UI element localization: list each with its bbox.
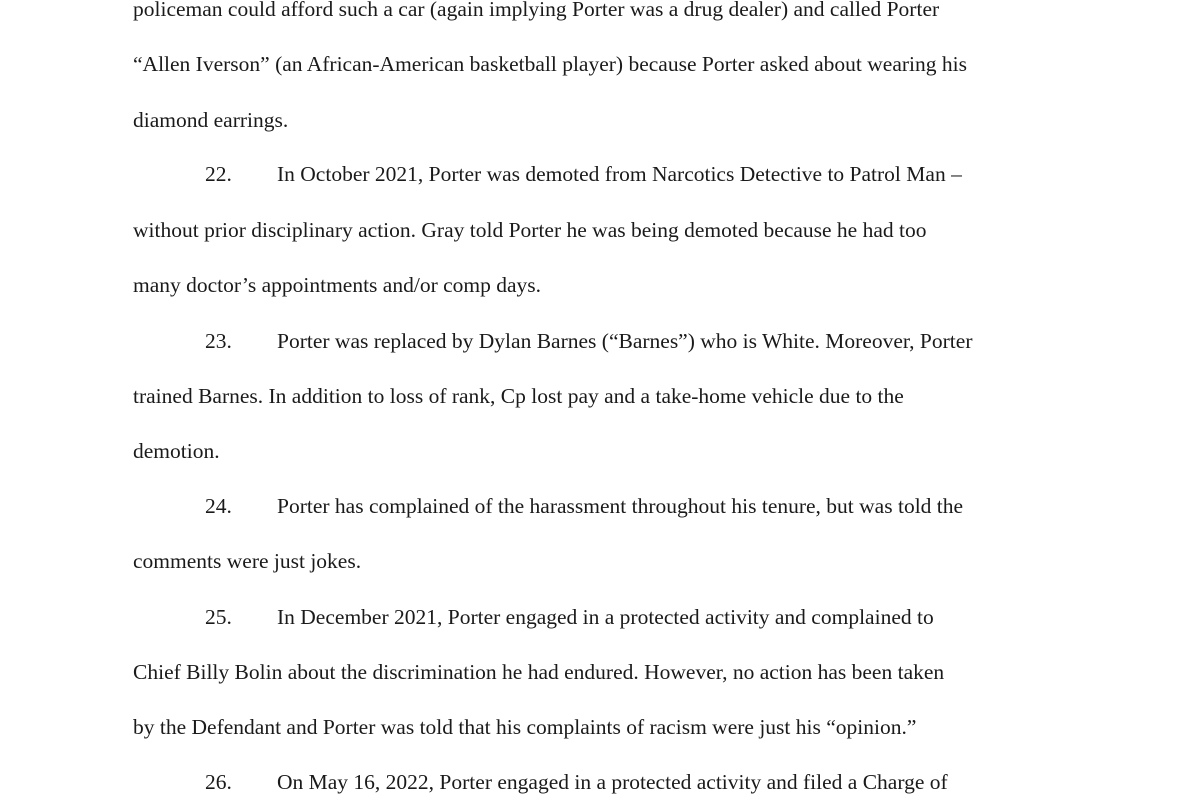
text-line: diamond earrings. bbox=[133, 108, 289, 132]
text-line: trained Barnes. In addition to loss of rank, Cp lost pay and a take-home vehicle due to the bbox=[133, 384, 904, 408]
text-line: by the Defendant and Porter was told that his complaints of racism were just his “opinion.” bbox=[133, 715, 917, 739]
text-line: without prior disciplinary action. Gray told Porter he was being demoted because he had too bbox=[133, 218, 927, 242]
paragraph-number: 24. bbox=[205, 494, 232, 518]
paragraph-first-line bbox=[205, 769, 948, 795]
paragraph-text: Porter was replaced by Dylan Barnes (“Barnes”) who is White. Moreover, Porter bbox=[277, 329, 973, 353]
text-line: “Allen Iverson” (an African-American basketball player) because Porter asked about wearing his bbox=[133, 52, 967, 76]
paragraph-first-line bbox=[205, 161, 962, 187]
text-line: demotion. bbox=[133, 439, 220, 463]
paragraph-number: 26. bbox=[205, 770, 232, 794]
paragraph-number: 22. bbox=[205, 162, 232, 186]
paragraph-text: Porter has complained of the harassment throughout his tenure, but was told the bbox=[277, 494, 964, 518]
paragraph-first-line bbox=[205, 604, 934, 630]
paragraph-first-line bbox=[205, 493, 963, 519]
text-line: comments were just jokes. bbox=[133, 549, 362, 573]
text-line: Chief Billy Bolin about the discrimination he had endured. However, no action has been taken bbox=[133, 660, 945, 684]
paragraph-first-line bbox=[205, 328, 972, 354]
paragraph-number: 25. bbox=[205, 605, 232, 629]
paragraph-text: In December 2021, Porter engaged in a protected activity and complained to bbox=[277, 605, 934, 629]
paragraph-text: In October 2021, Porter was demoted from Narcotics Detective to Patrol Man – bbox=[277, 162, 962, 186]
paragraph-number: 23. bbox=[205, 329, 232, 353]
text-line: many doctor’s appointments and/or comp days. bbox=[133, 273, 542, 297]
text-line: policeman could afford such a car (again implying Porter was a drug dealer) and called Porter bbox=[133, 0, 940, 21]
paragraph-text: On May 16, 2022, Porter engaged in a protected activity and filed a Charge of bbox=[277, 770, 948, 794]
